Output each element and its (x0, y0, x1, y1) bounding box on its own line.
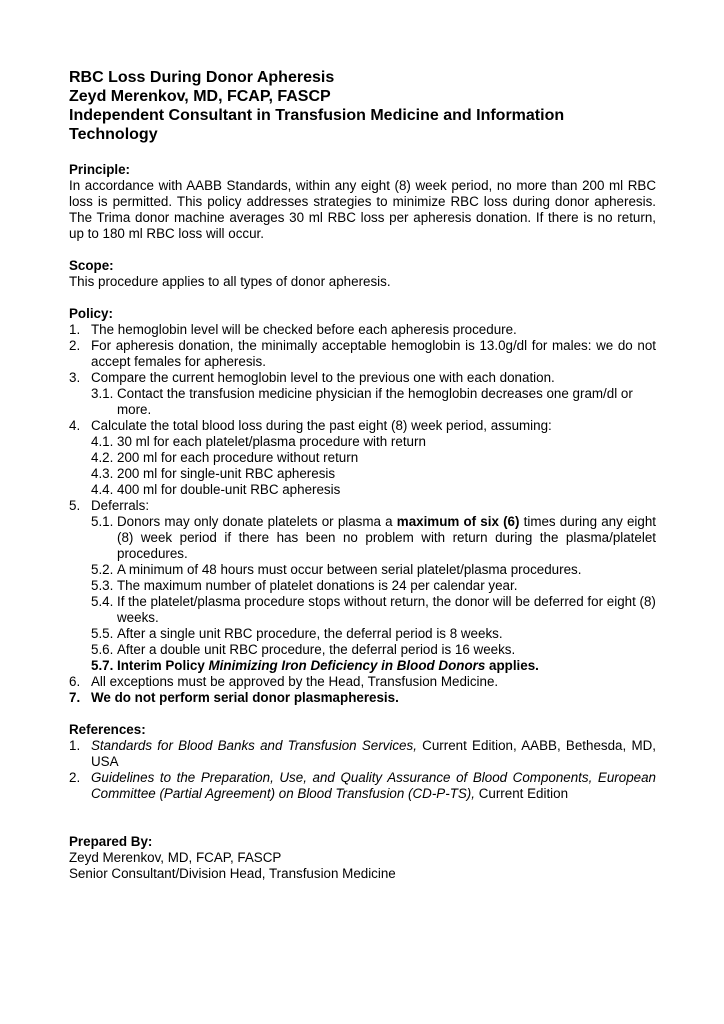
policy-subitem: 5.4. If the platelet/plasma procedure stops without return, the donor will be deferred for eight (8) weeks. (91, 594, 656, 625)
policy-subitem: 5.6. After a double unit RBC procedure, the deferral period is 16 weeks. (91, 642, 516, 657)
policy-item: 2. For apheresis donation, the minimally acceptable hemoglobin is 13.0g/dl for males: we do not accept females for apheresis. (69, 338, 656, 369)
policy-item: 5. Deferrals: (69, 498, 150, 513)
scope-text: This procedure applies to all types of donor apheresis. (69, 274, 391, 289)
interim-policy-title: Minimizing Iron Deficiency in Blood Donors (208, 658, 486, 673)
principle-text: In accordance with AABB Standards, within any eight (8) week period, no more than 200 ml RBC loss is permitted. This policy addresses strategies to minimize RBC loss during donor apheresis. The Trima donor machine averages 30 ml RBC loss per apheresis donation. If there is no return, up to 180 ml RBC loss will occur. (69, 178, 656, 241)
policy-item: 3. Compare the current hemoglobin level to the previous one with each donation. (69, 370, 555, 385)
policy-subitem-interim: 5.7. Interim Policy Minimizing Iron Deficiency in Blood Donors applies. (91, 658, 539, 673)
policy-subitem: 4.4. 400 ml for double-unit RBC apheresis (91, 482, 341, 497)
policy-item: 1. The hemoglobin level will be checked before each apheresis procedure. (69, 322, 517, 337)
author-line: Zeyd Merenkov, MD, FCAP, FASCP (69, 88, 331, 105)
prepared-by-section (69, 834, 656, 882)
policy-subitem: 5.3. The maximum number of platelet donations is 24 per calendar year. (91, 578, 518, 593)
emphasis-max-six: maximum of six (6) (396, 514, 520, 529)
policy-item-emphasis: 7. We do not perform serial donor plasmapheresis. (69, 690, 399, 705)
document-title: RBC Loss During Donor Apheresis (69, 69, 335, 86)
document-page (69, 68, 656, 882)
prepared-by-heading: Prepared By: (69, 834, 153, 849)
policy-item: 6. All exceptions must be approved by the Head, Transfusion Medicine. (69, 674, 499, 689)
preparer-name: Zeyd Merenkov, MD, FCAP, FASCP (69, 850, 282, 865)
reference-item: 2. Guidelines to the Preparation, Use, and Quality Assurance of Blood Components, European Committee (Partial Agreement) on Blood Transfusion (CD-P-TS), Current Edition (69, 770, 656, 801)
policy-subitem: 4.2. 200 ml for each procedure without return (91, 450, 359, 465)
reference-title: Guidelines to the Preparation, Use, and Quality Assurance of Blood Components, European Committee (Partial Agreement) on Blood Transfusion (CD-P-TS), (91, 770, 656, 801)
policy-item: 4. Calculate the total blood loss during the past eight (8) week period, assuming: (69, 418, 552, 433)
reference-item: 1. Standards for Blood Banks and Transfusion Services, Current Edition, AABB, Bethesda, MD, USA (69, 738, 656, 769)
policy-subitem: 5.2. A minimum of 48 hours must occur between serial platelet/plasma procedures. (91, 562, 582, 577)
policy-subitem: 4.3. 200 ml for single-unit RBC apheresis (91, 466, 336, 481)
policy-subitem: 5.5. After a single unit RBC procedure, the deferral period is 8 weeks. (91, 626, 503, 641)
policy-subitem: 5.1. Donors may only donate platelets or plasma a maximum of six (6) times during any eight (8) week period if there has been no problem with return during the plasma/platelet procedures. (91, 514, 656, 561)
policy-section (69, 306, 656, 706)
spacer (69, 802, 656, 834)
principle-heading: Principle: (69, 162, 131, 177)
policy-heading: Policy: (69, 306, 113, 321)
principle-section (69, 162, 656, 242)
document-header (69, 68, 656, 144)
scope-heading: Scope: (69, 258, 114, 273)
policy-list (69, 322, 656, 706)
reference-title: Standards for Blood Banks and Transfusion Services, (91, 738, 417, 753)
scope-section (69, 258, 656, 290)
policy-subitem: 4.1. 30 ml for each platelet/plasma procedure with return (91, 434, 426, 449)
policy-subitem: 3.1. Contact the transfusion medicine physician if the hemoglobin decreases one gram/dl or more. (91, 386, 633, 417)
references-heading: References: (69, 722, 146, 737)
references-list (69, 738, 656, 802)
preparer-role: Senior Consultant/Division Head, Transfusion Medicine (69, 866, 396, 881)
affiliation-line: Independent Consultant in Transfusion Medicine and Information Technology (69, 107, 565, 143)
references-section (69, 722, 656, 802)
